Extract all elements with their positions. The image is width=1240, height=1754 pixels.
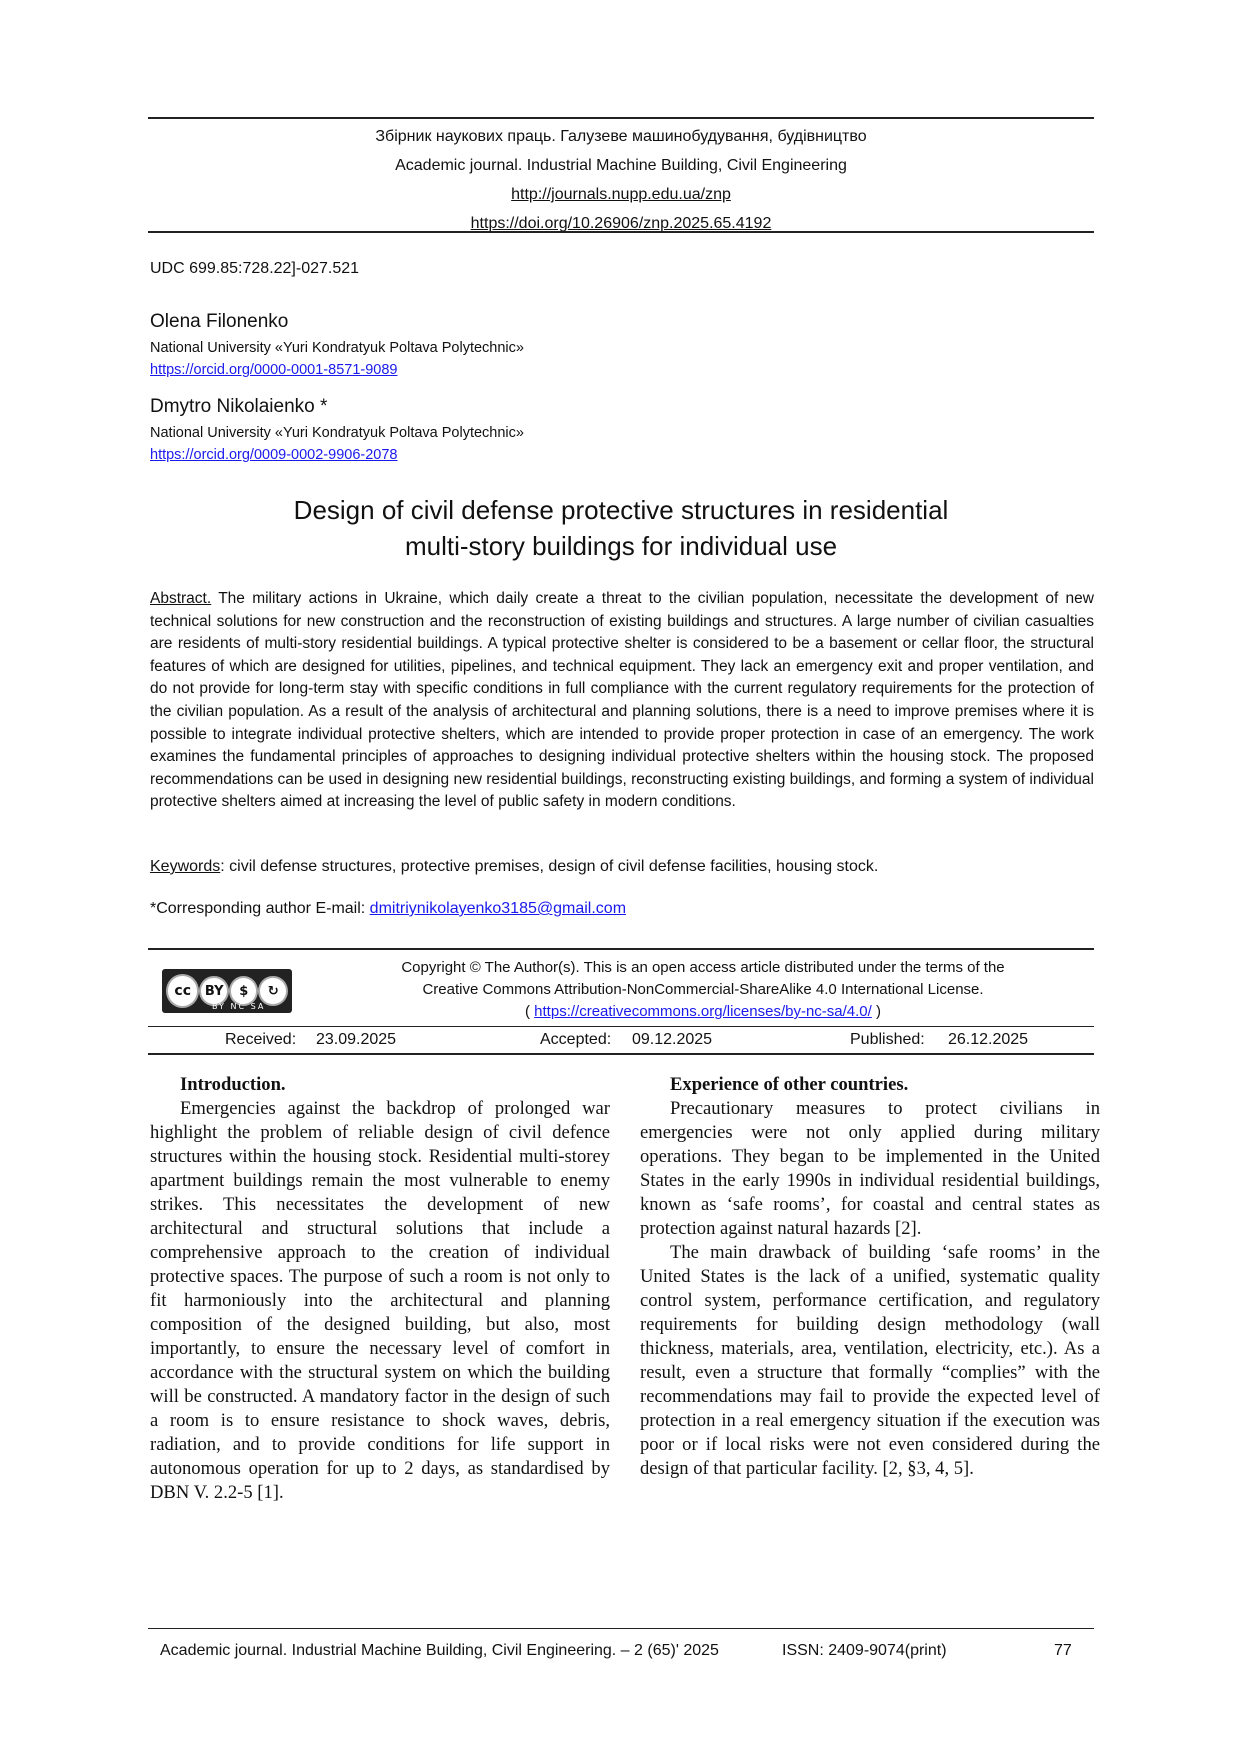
- journal-url-link[interactable]: http://journals.nupp.edu.ua/znp: [511, 186, 731, 203]
- accepted-label: Accepted:: [540, 1031, 612, 1048]
- page-number: 77: [1054, 1642, 1072, 1659]
- by-icon: BY: [199, 976, 229, 1006]
- footer-rule: [148, 1628, 1094, 1629]
- footer-issn: ISSN: 2409-9074(print): [782, 1642, 947, 1659]
- journal-title-ua: Збірник наукових праць. Галузеве машинобудування, будівництво: [375, 128, 867, 145]
- corresponding-author: [150, 900, 1094, 918]
- license-url-link[interactable]: https://creativecommons.org/licenses/by-nc-sa/4.0/: [534, 1003, 872, 1020]
- introduction-section: [150, 1073, 610, 1505]
- license-line-1: Copyright © The Author(s). This is an open access article distributed under the terms of the: [401, 959, 1005, 976]
- doi-link[interactable]: https://doi.org/10.26906/znp.2025.65.4192: [470, 215, 772, 232]
- experience-section: [640, 1073, 1100, 1481]
- corresponding-email-link[interactable]: dmitriynikolayenko3185@gmail.com: [369, 900, 627, 917]
- experience-paragraph-2: The main drawback of building ‘safe rooms’ in the United States is the lack of a unified, systematic quality control system, performance certification, and regulatory requirements for building design methodology (wall thickness, materials, area, ventilation, electricity, etc.). As a result, even a structure that formally “complies” with the recommendations may fail to provide the expected level of protection in a real emergency situation if the execution was poor or if local risks were not even considered during the design of that particular facility. [2, §3, 4, 5].: [640, 1242, 1100, 1479]
- experience-heading: Experience of other countries.: [670, 1074, 909, 1095]
- experience-paragraph-1: Precautionary measures to protect civilians in emergencies were not only applied during military operations. They began to be implemented in the United States in the early 1990s in individual residential buildings, known as ‘safe rooms’, for coastal and central states as protection against natural hazards [2].: [640, 1098, 1100, 1239]
- cc-license-logo[interactable]: [162, 969, 292, 1013]
- header-rule-top: [148, 117, 1094, 119]
- udc-code: UDC 699.85:728.22]-027.521: [150, 260, 360, 277]
- license-line-2: Creative Commons Attribution-NonCommercial-ShareAlike 4.0 International License.: [422, 981, 984, 998]
- sa-icon: ↻: [258, 976, 288, 1006]
- author-name: Dmytro Nikolaienko *: [150, 396, 328, 417]
- author-orcid-link[interactable]: https://orcid.org/0000-0001-8571-9089: [150, 362, 398, 378]
- author-affiliation: National University «Yuri Kondratyuk Poltava Polytechnic»: [150, 425, 524, 441]
- journal-header: [148, 122, 1094, 238]
- author-block-1: [150, 309, 524, 381]
- published-label: Published:: [850, 1031, 925, 1048]
- introduction-heading: Introduction.: [180, 1074, 286, 1095]
- author-block-2: [150, 394, 524, 466]
- dates-rule-bottom: [148, 1053, 1094, 1055]
- keywords-text: : civil defense structures, protective premises, design of civil defense facilities, housing stock.: [220, 858, 879, 875]
- accepted-date: 09.12.2025: [632, 1031, 713, 1048]
- keywords: [150, 858, 1094, 876]
- author-affiliation: National University «Yuri Kondratyuk Poltava Polytechnic»: [150, 340, 524, 356]
- license-rule-top: [148, 948, 1094, 950]
- license-text: [358, 957, 1048, 1023]
- received-date: 23.09.2025: [316, 1031, 397, 1048]
- cc-logo-tags: BY NC SA: [212, 1002, 266, 1011]
- header-rule-bottom: [148, 231, 1094, 233]
- corresponding-label: *Corresponding author E-mail:: [150, 900, 370, 917]
- license-paren-open: (: [525, 1003, 535, 1020]
- journal-title-en: Academic journal. Industrial Machine Building, Civil Engineering: [395, 157, 847, 174]
- keywords-label: Keywords: [150, 858, 221, 875]
- dates-row: [148, 1027, 1094, 1053]
- paper-title-line-2: multi-story buildings for individual use: [404, 531, 838, 561]
- paper-title: [148, 492, 1094, 564]
- published-date: 26.12.2025: [948, 1031, 1029, 1048]
- footer-journal: Academic journal. Industrial Machine Building, Civil Engineering. – 2 (65)' 2025: [160, 1642, 719, 1659]
- author-orcid-link[interactable]: https://orcid.org/0009-0002-9906-2078: [150, 447, 398, 463]
- cc-icon: cc: [166, 974, 199, 1008]
- paper-title-line-1: Design of civil defense protective structures in residential: [293, 495, 949, 525]
- license-box: [148, 951, 1094, 1027]
- abstract-label: Abstract.: [150, 590, 212, 607]
- introduction-paragraph: Emergencies against the backdrop of prolonged war highlight the problem of reliable design of civil defence structures within the housing stock. Residential multi-storey apartment buildings remain the most vulnerable to enemy strikes. This necessitates the development of new architectural and structural solutions that include a comprehensive approach to the creation of individual protective spaces. The purpose of such a room is not only to fit harmoniously into the architectural and planning composition of the designed building, but also, most importantly, to ensure the necessary level of comfort in accordance with the structural system on which the building will be constructed. A mandatory factor in the design of such a room is to ensure resistance to shock waves, debris, radiation, and to provide conditions for life support in autonomous operation for up to 2 days, as standardised by DBN V. 2.2-5 [1].: [150, 1098, 610, 1503]
- abstract-text: The military actions in Ukraine, which daily create a threat to the civilian population, necessitate the development of new technical solutions for new construction and the reconstruction of existing buildings and structures. A large number of civilian casualties are residents of multi-story residential buildings. A typical protective shelter is considered to be a basement or cellar floor, the structural features of which are designed for utilities, pipelines, and technical equipment. They lack an emergency exit and proper ventilation, and do not provide for long-term stay with specific conditions in full compliance with the current regulatory requirements for the protection of the civilian population. As a result of the analysis of architectural and planning solutions, there is a need to improve premises where it is possible to integrate individual protective shelters, which are intended to provide proper protection in case of an emergency. The work examines the fundamental principles of approaches to designing individual protective shelters within the housing stock. The proposed recommendations can be used in designing new residential buildings, reconstructing existing buildings, and forming a system of individual protective shelters aimed at increasing the level of public safety in modern conditions.: [150, 590, 1094, 811]
- license-paren-close: ): [871, 1003, 881, 1020]
- abstract: [150, 588, 1094, 814]
- author-name: Olena Filonenko: [150, 311, 289, 332]
- nc-icon: $: [229, 976, 259, 1006]
- page-footer: [148, 1636, 1094, 1666]
- received-label: Received:: [225, 1031, 297, 1048]
